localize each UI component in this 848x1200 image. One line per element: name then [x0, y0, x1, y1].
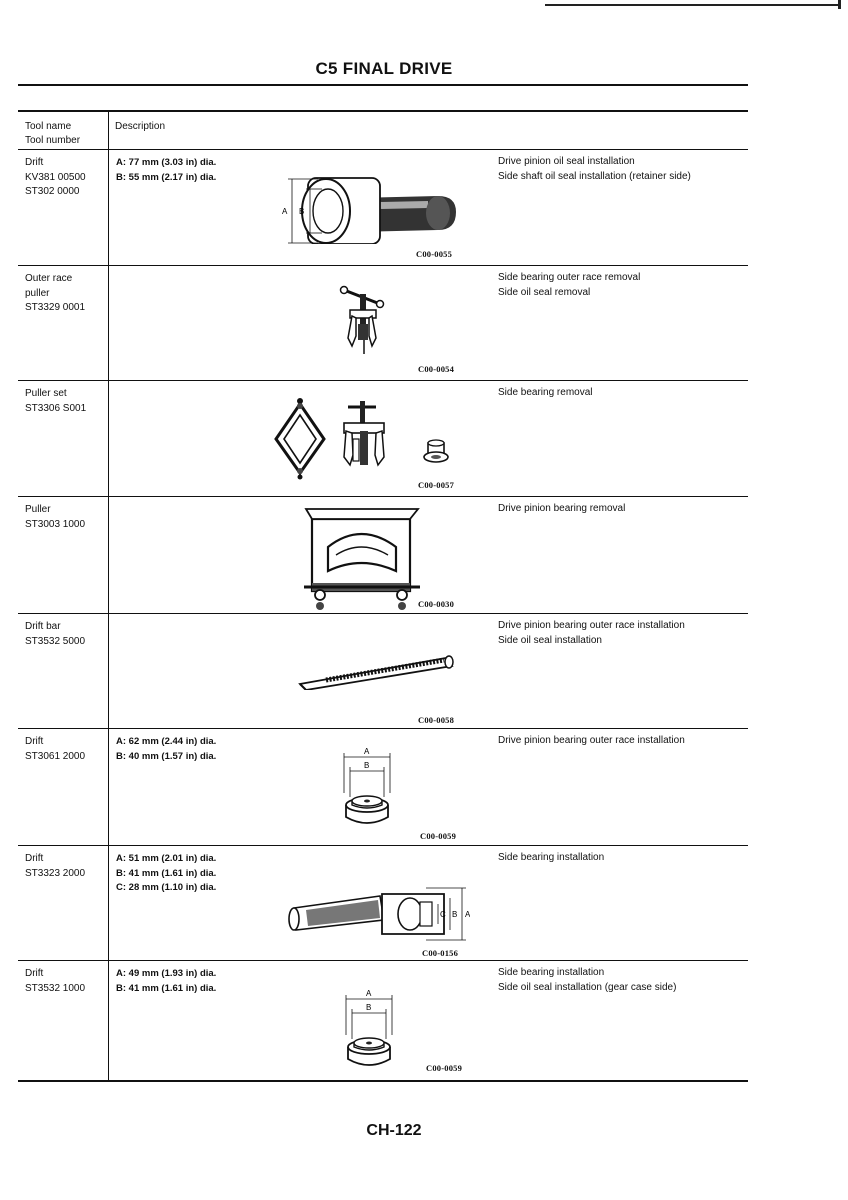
tool-number: ST3323 2000 — [25, 867, 86, 879]
table-top-rule — [18, 110, 748, 112]
tool-number: ST3532 1000 — [25, 982, 86, 994]
tool-specs — [116, 852, 216, 896]
tool-name-cell — [25, 852, 85, 881]
usage-line: Side oil seal installation (gear case side) — [498, 981, 677, 993]
dimension-spec: B: 41 mm (1.61 in) dia. — [116, 867, 217, 879]
tool-usage — [498, 966, 676, 995]
tool-name: Drift — [25, 157, 44, 168]
tool-row — [18, 729, 748, 845]
tool-row — [18, 961, 748, 1080]
tool-row — [18, 846, 748, 960]
stepped-drift-icon — [338, 985, 408, 1079]
tool-name-cell — [25, 272, 85, 316]
tool-row — [18, 497, 748, 613]
tool-usage — [498, 619, 685, 648]
usage-line: Side oil seal removal — [498, 286, 591, 298]
page-title: C5 FINAL DRIVE — [315, 59, 453, 78]
tool-name: Drift — [25, 736, 44, 747]
figure-code: C00-0030 — [418, 599, 455, 609]
dimension-spec: A: 62 mm (2.44 in) dia. — [116, 736, 217, 747]
tool-number: ST3003 1000 — [25, 518, 86, 530]
figure-code: C00-0059 — [426, 1063, 463, 1073]
dimension-label-b: B — [366, 1003, 372, 1012]
dimension-label-a: A — [366, 989, 372, 998]
figure-code: C00-0057 — [418, 480, 455, 490]
drift-bar-icon — [296, 644, 462, 690]
tool-name: Outer race — [25, 273, 73, 284]
tool-number: KV381 00500 — [25, 171, 86, 183]
dimension-spec: A: 51 mm (2.01 in) dia. — [116, 853, 217, 864]
tool-usage — [498, 851, 604, 866]
figure-code: C00-0055 — [416, 249, 453, 259]
tool-name: Drift bar — [25, 621, 61, 632]
usage-line: Side bearing removal — [498, 387, 593, 398]
tool-name-cell — [25, 967, 85, 996]
tool-name: puller — [25, 287, 50, 299]
tool-name: Drift — [25, 968, 44, 979]
tool-usage — [498, 502, 625, 517]
dimension-label-b: B — [452, 910, 458, 919]
usage-line: Drive pinion bearing removal — [498, 503, 626, 514]
header-tool-name — [25, 120, 80, 148]
tool-name-cell — [25, 735, 85, 764]
drift-sleeve-icon — [278, 172, 468, 244]
dimension-spec: A: 77 mm (3.03 in) dia. — [116, 157, 217, 168]
dimension-label-c: C — [440, 910, 446, 919]
table-bottom-rule — [18, 1080, 748, 1082]
dimension-spec: B: 55 mm (2.17 in) dia. — [116, 171, 217, 183]
title-rule — [18, 84, 748, 86]
tool-usage — [498, 271, 640, 300]
tool-name-cell — [25, 620, 85, 649]
top-corner-rule — [545, 4, 841, 6]
tool-name: Drift — [25, 853, 44, 864]
dimension-label-a: A — [282, 207, 288, 216]
page-number: CH-122 — [366, 1122, 422, 1139]
usage-line: Drive pinion bearing outer race installation — [498, 735, 685, 746]
dimension-label-b: B — [299, 207, 305, 216]
figure-code: C00-0058 — [418, 715, 455, 725]
tool-name-cell — [25, 156, 86, 200]
usage-line: Side oil seal installation — [498, 634, 602, 646]
tool-number: ST3532 5000 — [25, 635, 86, 647]
figure-code: C00-0059 — [420, 831, 457, 841]
tool-usage — [498, 155, 691, 184]
usage-line: Side bearing outer race removal — [498, 272, 641, 283]
tool-number: ST302 0000 — [25, 186, 80, 197]
usage-line: Drive pinion oil seal installation — [498, 156, 635, 167]
tool-name: Puller set — [25, 388, 67, 399]
tool-row — [18, 381, 748, 496]
race-puller-icon — [336, 284, 392, 360]
tool-name: Puller — [25, 504, 51, 515]
tool-name-cell — [25, 387, 86, 416]
tool-specs — [116, 967, 216, 996]
tool-row — [18, 266, 748, 380]
bearing-puller-icon — [298, 507, 428, 611]
tool-row — [18, 614, 748, 728]
dimension-label-a: A — [465, 910, 470, 919]
header-tool-number-label: Tool number — [25, 135, 81, 146]
usage-line: Side bearing installation — [498, 852, 605, 863]
dimension-spec: B: 40 mm (1.57 in) dia. — [116, 750, 217, 762]
figure-code: C00-0156 — [422, 948, 459, 958]
tool-number: ST3306 S001 — [25, 402, 87, 414]
tool-row — [18, 150, 748, 265]
figure-code: C00-0054 — [418, 364, 455, 374]
puller-set-icon — [264, 395, 464, 481]
dimension-spec: B: 41 mm (1.61 in) dia. — [116, 982, 217, 994]
tool-name-cell — [25, 503, 85, 532]
dimension-label-a: A — [364, 747, 370, 756]
tool-usage — [498, 386, 593, 401]
usage-line: Side bearing installation — [498, 967, 605, 978]
usage-line: Side shaft oil seal installation (retainer side) — [498, 170, 691, 182]
stepped-drift-icon — [336, 743, 406, 837]
tool-usage — [498, 734, 685, 749]
dimension-spec: C: 28 mm (1.10 in) dia. — [116, 882, 217, 893]
tool-specs — [116, 156, 216, 185]
handle-drift-icon — [284, 878, 470, 944]
usage-line: Drive pinion bearing outer race installation — [498, 620, 685, 631]
tool-number: ST3061 2000 — [25, 750, 86, 762]
header-description: Description — [115, 121, 166, 132]
top-corner-tick — [838, 0, 841, 9]
dimension-label-b: B — [364, 761, 370, 770]
dimension-spec: A: 49 mm (1.93 in) dia. — [116, 968, 217, 979]
tool-specs — [116, 735, 216, 764]
header-tool-name-label: Tool name — [25, 121, 72, 132]
tool-number: ST3329 0001 — [25, 302, 86, 313]
